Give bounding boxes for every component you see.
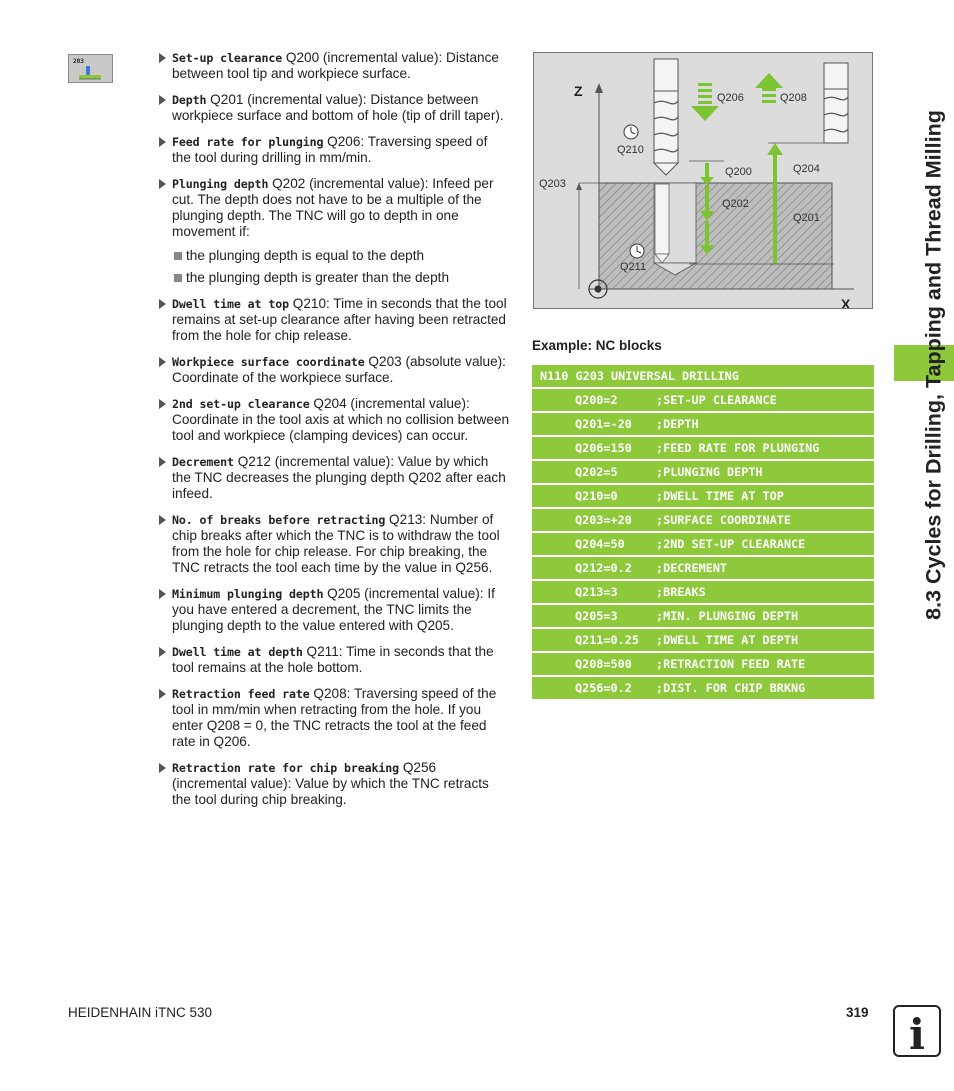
param-q211: Dwell time at depth Q211: Time in seconds that the tool remains at the hole bottom. [158, 644, 510, 676]
nc-block-comment: ;2ND SET-UP CLEARANCE [656, 537, 806, 551]
diagram-svg [534, 53, 872, 308]
label-q211: Q211 [620, 261, 647, 273]
nc-block-code: Q200=2 [575, 393, 618, 407]
nc-block-comment: ;SURFACE COORDINATE [656, 513, 791, 527]
nc-block-comment: ;RETRACTION FEED RATE [656, 657, 806, 671]
nc-block-comment: ;DWELL TIME AT TOP [656, 489, 784, 503]
label-q206: Q206 [717, 92, 744, 104]
nc-block-code: Q208=500 [575, 657, 632, 671]
param-q206: Feed rate for plunging Q206: Traversing speed of the tool during drilling in mm/min. [158, 134, 510, 166]
nc-block-comment: ;DWELL TIME AT DEPTH [656, 633, 799, 647]
workpiece [599, 183, 832, 289]
parameter-descriptions [158, 50, 510, 818]
q208-retraction-arrow [755, 73, 783, 103]
info-icon [893, 1005, 941, 1057]
label-q208: Q208 [780, 92, 807, 104]
nc-block-code: Q202=5 [575, 465, 618, 479]
nc-block-row [532, 581, 874, 603]
nc-block-row [532, 485, 874, 507]
nc-block-comment: ;FEED RATE FOR PLUNGING [656, 441, 820, 455]
info-symbol: i [909, 1010, 925, 1055]
nc-block-code: Q206=150 [575, 441, 632, 455]
nc-block-code: Q211=0.25 [575, 633, 639, 647]
label-q201: Q201 [793, 212, 820, 224]
axis-x-label: X [841, 296, 851, 308]
param-q212: Decrement Q212 (incremental value): Value by which the TNC decreases the plunging depth Q202 after each infeed. [158, 454, 510, 502]
cycle-203-softkey-icon [68, 54, 113, 83]
nc-block-row [532, 629, 874, 651]
param-q202: Plunging depth Q202 (incremental value): Infeed per cut. The depth does not have to be a multiple of the plunging depth. The TNC will go to depth in one movement if: [158, 176, 510, 240]
nc-block-row [532, 677, 874, 699]
nc-block-row [532, 509, 874, 531]
nc-block-comment: ;BREAKS [656, 585, 706, 599]
param-q204: 2nd set-up clearance Q204 (incremental value): Coordinate in the tool axis at which no collision between tool and workpiece (clamping devices) can occur. [158, 396, 510, 444]
drilling-cycle-diagram [533, 52, 873, 309]
nc-block-row [532, 389, 874, 411]
nc-block-code: Q203=+20 [575, 513, 632, 527]
param-q256: Retraction rate for chip breaking Q256 (incremental value): Value by which the TNC retracts the tool during chip breaking. [158, 760, 510, 808]
nc-block-row [532, 365, 874, 387]
icon-label: 203 [73, 58, 84, 65]
label-q200: Q200 [725, 166, 752, 178]
label-q210: Q210 [617, 144, 644, 156]
nc-block-row [532, 413, 874, 435]
nc-block-code: Q205=3 [575, 609, 618, 623]
q206-feed-arrow [691, 83, 719, 121]
nc-block-code: Q212=0.2 [575, 561, 632, 575]
nc-block-code: Q201=-20 [575, 417, 632, 431]
param-q213: No. of breaks before retracting Q213: Number of chip breaks after which the TNC is to withdraw the tool from the hole for chip release. For chip breaking, the TNC retracts the tool each time by the value in Q256. [158, 512, 510, 576]
nc-block-comment: ;DECREMENT [656, 561, 728, 575]
nc-block-comment: ;PLUNGING DEPTH [656, 465, 763, 479]
axis-z-label: Z [574, 83, 583, 99]
tool-in-hole [655, 184, 669, 254]
param-q205: Minimum plunging depth Q205 (incremental value): If you have entered a decrement, the TNC limits the plunging depth to the value entered with Q205. [158, 586, 510, 634]
nc-block-comment: ;DIST. FOR CHIP BRKNG [656, 681, 806, 695]
footer-manual-name: HEIDENHAIN iTNC 530 [68, 1005, 213, 1020]
param-q200: Set-up clearance Q200 (incremental value): Distance between tool tip and workpiece surface. [158, 50, 510, 82]
nc-block-code: Q213=3 [575, 585, 618, 599]
label-q202: Q202 [722, 198, 749, 210]
param-q203: Workpiece surface coordinate Q203 (absolute value): Coordinate of the workpiece surface. [158, 354, 510, 386]
label-q204: Q204 [793, 163, 820, 175]
nc-blocks [532, 365, 874, 701]
nc-block-code: N110 G203 UNIVERSAL DRILLING [540, 369, 739, 383]
nc-block-comment: ;SET-UP CLEARANCE [656, 393, 777, 407]
param-q210: Dwell time at top Q210: Time in seconds that the tool remains at set-up clearance after having been retracted from the hole for chip release. [158, 296, 510, 344]
nc-block-row [532, 533, 874, 555]
drill-tool-left [654, 59, 678, 175]
page-number: 319 [846, 1005, 869, 1020]
param-q201: Depth Q201 (incremental value): Distance between workpiece surface and bottom of hole (tip of drill taper). [158, 92, 510, 124]
dwell-bottom-clock-icon [630, 244, 644, 258]
dwell-top-clock-icon [624, 125, 638, 139]
nc-block-row [532, 437, 874, 459]
label-q203: Q203 [539, 178, 566, 190]
nc-block-code: Q210=0 [575, 489, 618, 503]
nc-block-row [532, 557, 874, 579]
drill-tool-right [824, 63, 848, 143]
plunging-depth-conditions [158, 248, 510, 286]
example-title: Example: NC blocks [532, 338, 662, 353]
list-item: the plunging depth is greater than the depth [158, 270, 510, 286]
nc-block-row [532, 653, 874, 675]
nc-block-row [532, 461, 874, 483]
list-item: the plunging depth is equal to the depth [158, 248, 510, 264]
nc-block-comment: ;DEPTH [656, 417, 699, 431]
nc-block-code: Q204=50 [575, 537, 625, 551]
nc-block-row [532, 605, 874, 627]
param-q208: Retraction feed rate Q208: Traversing speed of the tool in mm/min when retracting from the hole. If you enter Q208 = 0, the TNC retracts the tool at the feed rate in Q206. [158, 686, 510, 750]
nc-block-comment: ;MIN. PLUNGING DEPTH [656, 609, 799, 623]
nc-block-code: Q256=0.2 [575, 681, 632, 695]
